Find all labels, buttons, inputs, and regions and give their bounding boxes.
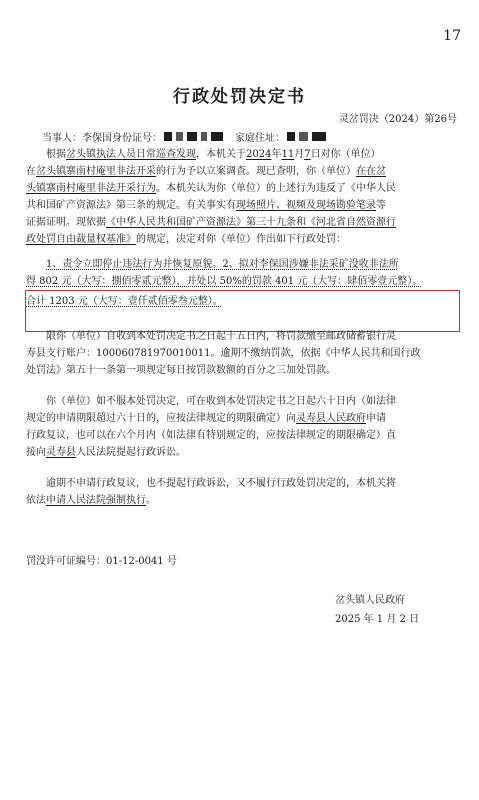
penalty-item: 得 802 元（大写：捌佰零贰元整），并处以 50%的罚款 401 元（大写：肆佰零壹元整）。 (26, 276, 423, 287)
document-title: 行政处罚决定书 (173, 87, 306, 107)
body-line: 行政复议，也可以在六个月内（如法律有特别规定的，应按法律规定的期限确定）直 (26, 430, 396, 441)
penalty-total: 合计 1203 元（大写：壹仟贰佰零叁元整）。 (26, 296, 223, 307)
body-line: 逾期不申请行政复议，也不提起行政诉讼，又不履行行政处罚决定的，本机关将 (46, 478, 396, 489)
redaction-mark (211, 132, 223, 141)
redaction-mark (164, 132, 172, 141)
body-line: 处罚法》第五十一条第一项规定每日按罚款数额的百分之三加处罚款。 (26, 365, 336, 376)
body-line: 根据岔头镇执法人员日常巡查发现，本机关于2024年11月7日对你（单位） (46, 149, 381, 160)
party-label: 当事人：李保国身份证号： (42, 133, 162, 144)
issue-date: 2025 年 1 月 2 日 (335, 614, 420, 625)
body-line: 头镇寨南村庵里非法开采行为。本机关认为你（单位）的上述行为违反了《中华人民 (26, 183, 396, 194)
body-line: 规定的申请期限超过六十日的，应按法律规定的期限确定）向灵寿县人民政府申请 (26, 413, 386, 424)
redaction-mark (201, 132, 207, 141)
body-line: 寿县支行账户：100060781970010011。逾期不缴纳罚款，依据《中华人民共和国行政 (26, 348, 421, 359)
redaction-mark (287, 132, 295, 141)
redaction-mark (312, 132, 326, 141)
body-line: 接向灵寿县人民法院提起行政诉讼。 (26, 447, 186, 458)
penalty-item: 1、责令立即停止违法行为并恢复原貌。2、拟对李保国涉嫌非法采矿没收非法所 (46, 259, 399, 270)
body-line: 共和国矿产资源法》第三条的规定。有关事实有现场照片、视频及现场勘验笔录等 (26, 200, 386, 211)
license-number: 罚没许可证编号：01-12-0041 号 (26, 556, 177, 567)
body-line: 依法申请人民法院强制执行。 (26, 495, 156, 506)
document-number: 灵岔罚决（2024）第26号 (338, 114, 457, 125)
body-line: 在岔头镇寨南村庵里非法开采的行为予以立案调查。现已查明，你（单位）在在岔 (26, 166, 386, 177)
issuer-name: 岔头镇人民政府 (335, 595, 405, 606)
body-line: 限你（单位）自收到本处罚决定书之日起十五日内，将罚款缴至邮政储蓄银行灵 (46, 331, 396, 342)
body-line: 证据证明。现依据《中华人民共和国矿产资源法》第三十九条和《河北省自然资源行 (26, 217, 396, 228)
party-line (42, 129, 328, 144)
address-label: 家庭住址： (235, 133, 285, 144)
redaction-mark (187, 132, 197, 141)
page-number: 17 (443, 28, 461, 44)
body-line: 政处罚自由裁量权基准》的规定，决定对你（单位）作出如下行政处罚： (26, 234, 346, 245)
body-line: 你（单位）如不服本处罚决定，可在收到本处罚决定书之日起六十日内（如法律 (46, 396, 396, 407)
redaction-mark (176, 132, 183, 141)
redaction-mark (299, 132, 308, 141)
